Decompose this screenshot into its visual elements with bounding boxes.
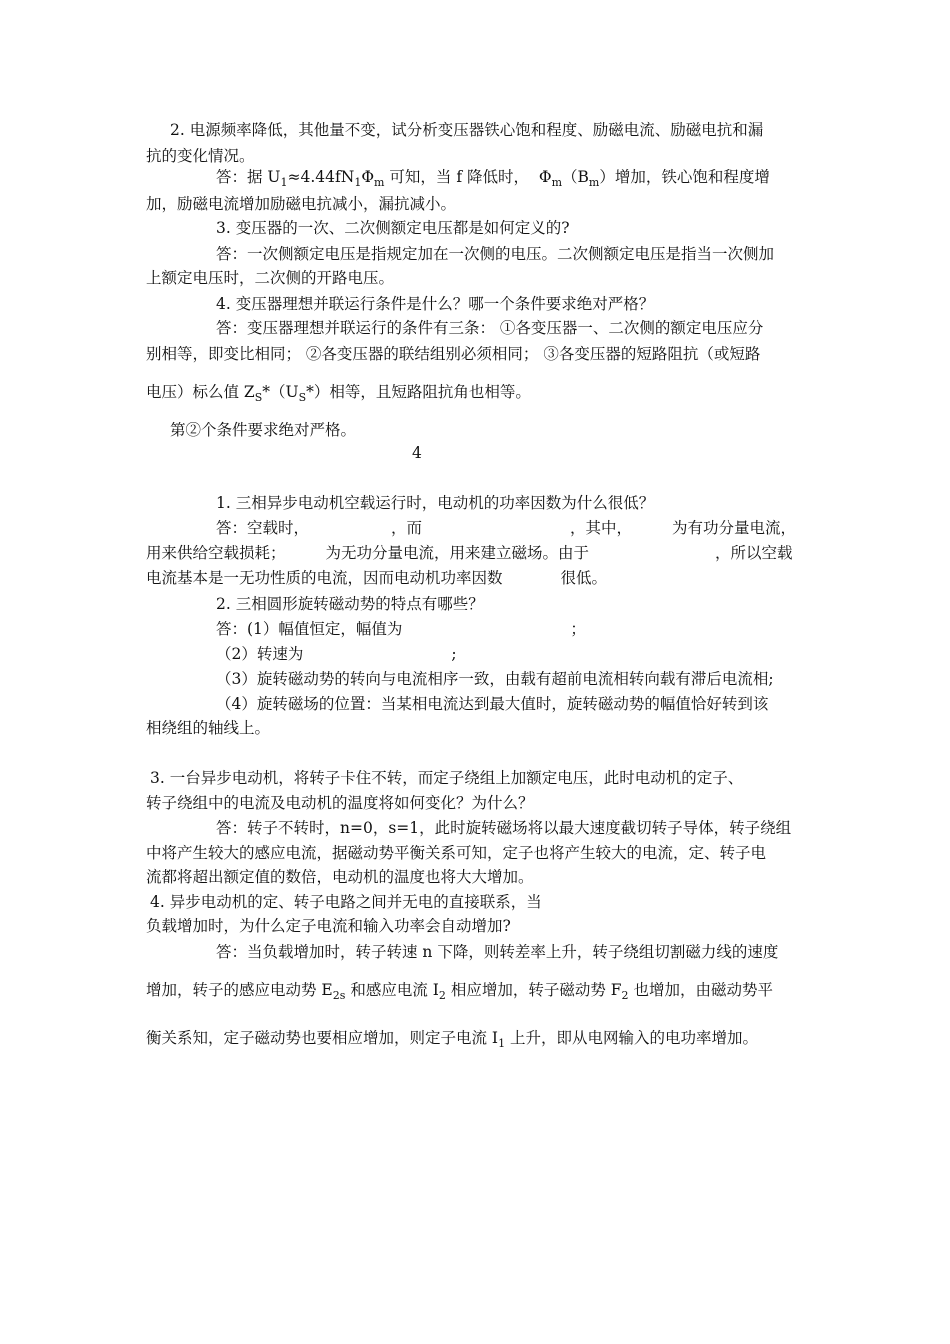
motor-answer-2-line-4: （4）旋转磁场的位置：当某相电流达到最大值时，旋转磁动势的幅值恰好转到该 [216,695,769,713]
motor-question-1: 1. 三相异步电动机空载运行时，电动机的功率因数为什么很低？ [216,494,655,512]
motor-question-3-line-2: 转子绕组中的电流及电动机的温度将如何变化？为什么？ [146,794,534,812]
question-2-line-2: 抗的变化情况。 [146,147,255,165]
motor-question-2: 2. 三相圆形旋转磁动势的特点有哪些？ [216,595,484,613]
motor-answer-4-line-1: 答：当负载增加时，转子转速 n 下降，则转差率上升，转子绕组切割磁力线的速度 [216,943,779,961]
motor-question-4-line-1: 4. 异步电动机的定、转子电路之间并无电的直接联系，当 [150,893,542,911]
answer-4-line-4: 第②个条件要求绝对严格。 [170,421,357,439]
answer-3-line-2: 上额定电压时，二次侧的开路电压。 [146,269,395,287]
motor-answer-2-line-1: 答：(1）幅值恒定，幅值为 ； [216,620,586,638]
chapter-number: 4 [412,444,422,462]
answer-4-line-1: 答：变压器理想并联运行的条件有三条： ①各变压器一、二次侧的额定电压应分 [216,319,764,337]
motor-answer-4-line-3: 衡关系知，定子磁动势也要相应增加，则定子电流 $I_1$ 上升，即从电网输入的电功率增加。 [146,1029,758,1050]
motor-question-3-line-1: 3. 一台异步电动机，将转子卡住不转，而定子绕组上加额定电压，此时电动机的定子、 [150,769,744,787]
answer-4-line-2: 别相等，即变比相同； ②各变压器的联结组别必须相同； ③各变压器的短路阻抗（或短路 [146,345,761,363]
motor-answer-3-line-1: 答：转子不转时，n=0，s=1，此时旋转磁场将以最大速度截切转子导体，转子绕组 [216,819,792,837]
motor-answer-2-line-3: （3）旋转磁动势的转向与电流相序一致，由载有超前电流相转向载有滞后电流相; [216,670,774,688]
motor-answer-3-line-2: 中将产生较大的感应电流，据磁动势平衡关系可知，定子也将产生较大的电流，定、转子电 [146,844,767,862]
answer-3-line-1: 答：一次侧额定电压是指规定加在一次侧的电压。二次侧额定电压是指当一次侧加 [216,245,775,263]
motor-answer-1-line-3: 电流基本是一无功性质的电流，因而电动机功率因数 很低。 [146,569,608,587]
answer-2-line-2: 加，励磁电流增加励磁电抗减小，漏抗减小。 [146,195,457,213]
question-3: 3. 变压器的一次、二次侧额定电压都是如何定义的? [216,219,570,237]
motor-answer-1-line-2: 用来供给空载损耗； 为无功分量电流，用来建立磁场。由于 ，所以空载 [146,544,793,562]
question-4: 4. 变压器理想并联运行条件是什么？哪一个条件要求绝对严格？ [216,295,655,313]
motor-question-4-line-2: 负载增加时，为什么定子电流和输入功率会自动增加? [146,917,511,935]
answer-2-line-1: 答：据 $U_1\approx 4.44fN_1\Phi_m$ 可知，当 f 降低时， $\Phi_m(B_m)$增加，铁心饱和程度增 [216,168,770,189]
motor-answer-2-line-5: 相绕组的轴线上。 [146,719,271,737]
motor-answer-4-line-2: 增加，转子的感应电动势 $E_{2s}$ 和感应电流 $I_2$ 相应增加，转子磁动势 $F_2$ 也增加，由磁动势平 [146,981,773,1002]
question-2-line-1: 2. 电源频率降低，其他量不变，试分析变压器铁心饱和程度、励磁电流、励磁电抗和漏 [170,121,764,139]
motor-answer-3-line-3: 流都将超出额定值的数倍，电动机的温度也将大大增加。 [146,868,534,886]
answer-4-line-3: 电压）标么值 $Z_S*(U_S*)$相等，且短路阻抗角也相等。 [146,383,531,404]
motor-answer-2-line-2: （2）转速为 ; [216,645,457,663]
motor-answer-1-line-1: 答：空载时， ，而 ，其中， 为有功分量电流， [216,519,797,537]
